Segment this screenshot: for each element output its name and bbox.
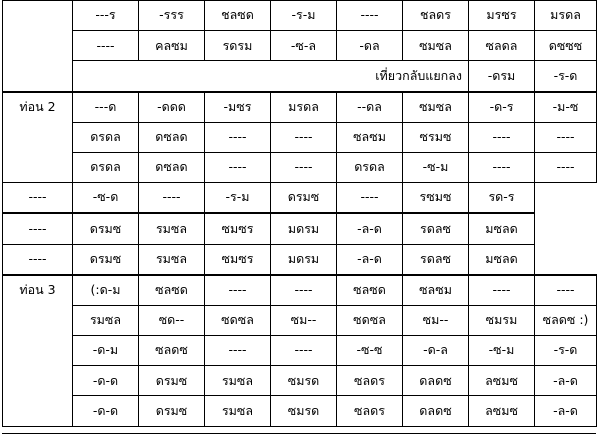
notation-cell: ---- bbox=[337, 1, 403, 31]
notation-cell: -ร-ด bbox=[535, 61, 597, 92]
notation-cell: คลซม bbox=[139, 31, 205, 61]
notation-cell: ซดซล bbox=[205, 305, 271, 335]
table-row bbox=[3, 152, 597, 182]
notation-cell: -ด-ร bbox=[469, 92, 535, 123]
notation-cell: ซมรม bbox=[469, 305, 535, 335]
notation-cell: ซมรด bbox=[271, 366, 337, 396]
table-row bbox=[3, 366, 597, 396]
table-row bbox=[3, 305, 597, 335]
notation-cell: ดรมซ bbox=[73, 244, 139, 275]
notation-cell: ---- bbox=[469, 152, 535, 182]
notation-cell: -ม-ซ bbox=[535, 92, 597, 123]
notation-cell: ---- bbox=[337, 183, 403, 214]
notation-cell: ซลดร bbox=[337, 366, 403, 396]
notation-cell: ---- bbox=[469, 122, 535, 152]
notation-cell: มรซร bbox=[469, 1, 535, 31]
notation-cell: --ดล bbox=[337, 92, 403, 123]
notation-cell: -ซ-ล bbox=[271, 31, 337, 61]
notation-cell: ซลดร bbox=[337, 396, 403, 426]
notation-cell: -ล-ด bbox=[337, 213, 403, 244]
notation-cell: ซดซล bbox=[337, 305, 403, 335]
notation-cell: -ดล bbox=[337, 31, 403, 61]
notation-cell: -ด-ม bbox=[73, 336, 139, 366]
notation-cell: ซมซร bbox=[205, 244, 271, 275]
notation-cell: ซลซด bbox=[337, 275, 403, 306]
notation-cell: ซลดล bbox=[469, 31, 535, 61]
notation-cell: มซลด bbox=[469, 213, 535, 244]
notation-cell: -ซ-ด bbox=[73, 183, 139, 214]
notation-cell: -ร-ม bbox=[271, 1, 337, 31]
notation-cell: ---- bbox=[535, 152, 597, 182]
notation-cell: -ร-ม bbox=[205, 183, 271, 214]
notation-cell: -ดดด bbox=[139, 92, 205, 123]
notation-cell: รดลซ bbox=[403, 213, 469, 244]
notation-cell: ---- bbox=[3, 244, 73, 275]
notation-cell: -มซร bbox=[205, 92, 271, 123]
section-label: ท่อน 2 bbox=[3, 92, 73, 183]
notation-cell: รดลซ bbox=[403, 244, 469, 275]
table-row bbox=[3, 213, 597, 244]
notation-cell: ---- bbox=[205, 336, 271, 366]
section-note: เที่ยวกลับแยกลง bbox=[73, 61, 469, 92]
notation-cell: รมซล bbox=[139, 213, 205, 244]
notation-cell: ลซมซ bbox=[469, 396, 535, 426]
table-row bbox=[3, 92, 597, 123]
notation-cell: ---- bbox=[73, 31, 139, 61]
notation-cell: ---- bbox=[271, 122, 337, 152]
notation-cell: รมซล bbox=[205, 366, 271, 396]
notation-cell: ซรมซ bbox=[403, 122, 469, 152]
bottom-rule bbox=[2, 433, 596, 434]
notation-cell: มรดล bbox=[271, 92, 337, 123]
notation-cell: ---- bbox=[469, 275, 535, 306]
notation-cell: ซม-- bbox=[403, 305, 469, 335]
notation-cell: ---- bbox=[205, 275, 271, 306]
notation-cell: ---- bbox=[271, 275, 337, 306]
notation-cell: มรดล bbox=[535, 1, 597, 31]
notation-cell: ซมซล bbox=[403, 31, 469, 61]
notation-cell: ชลซด bbox=[205, 1, 271, 31]
notation-cell: ---- bbox=[139, 183, 205, 214]
notation-cell: มซลด bbox=[469, 244, 535, 275]
notation-cell: ---- bbox=[3, 213, 73, 244]
notation-cell: ซมซล bbox=[403, 92, 469, 123]
notation-cell: รมซล bbox=[73, 305, 139, 335]
section-label: ท่อน 3 bbox=[3, 275, 73, 426]
notation-cell: ---- bbox=[271, 336, 337, 366]
table-row bbox=[3, 31, 597, 61]
table-row bbox=[3, 244, 597, 275]
notation-cell: รซมซ bbox=[403, 183, 469, 214]
table-row bbox=[3, 61, 597, 92]
table-row bbox=[3, 183, 597, 214]
notation-cell: -ล-ด bbox=[337, 244, 403, 275]
notation-cell: ซม-- bbox=[271, 305, 337, 335]
notation-table bbox=[2, 0, 597, 427]
notation-cell: รมซล bbox=[139, 244, 205, 275]
table-row bbox=[3, 1, 597, 31]
notation-cell: ดรมซ bbox=[271, 183, 337, 214]
notation-cell: ซมรด bbox=[271, 396, 337, 426]
notation-cell: ---- bbox=[271, 152, 337, 182]
section-label bbox=[3, 1, 73, 92]
notation-cell: ---- bbox=[205, 122, 271, 152]
notation-cell: ดซลด bbox=[139, 122, 205, 152]
notation-cell: ---- bbox=[205, 152, 271, 182]
notation-cell: ชลดร bbox=[403, 1, 469, 31]
notation-cell: ดซซซ bbox=[535, 31, 597, 61]
table-row bbox=[3, 336, 597, 366]
notation-cell: ดรดล bbox=[337, 152, 403, 182]
notation-cell: -ด-ล bbox=[403, 336, 469, 366]
notation-cell: มดรม bbox=[271, 244, 337, 275]
notation-cell: ดรมซ bbox=[139, 396, 205, 426]
notation-cell: -ด-ด bbox=[73, 396, 139, 426]
notation-cell: ลซมซ bbox=[469, 366, 535, 396]
notation-cell: ---- bbox=[535, 275, 597, 306]
notation-cell: ซลดซ :) bbox=[535, 305, 597, 335]
notation-cell: ซมซร bbox=[205, 213, 271, 244]
table-row bbox=[3, 275, 597, 306]
notation-cell: -ซ-ม bbox=[469, 336, 535, 366]
notation-cell: มดรม bbox=[271, 213, 337, 244]
table-row bbox=[3, 122, 597, 152]
notation-cell: ซด-- bbox=[139, 305, 205, 335]
notation-cell: ดลดซ bbox=[403, 396, 469, 426]
notation-cell: ดซลด bbox=[139, 152, 205, 182]
notation-cell: ---ด bbox=[73, 92, 139, 123]
notation-cell: รดรม bbox=[205, 31, 271, 61]
notation-cell: -รรร bbox=[139, 1, 205, 31]
notation-rows bbox=[3, 1, 597, 427]
notation-cell: -ล-ด bbox=[535, 396, 597, 426]
notation-cell: รมซล bbox=[205, 396, 271, 426]
table-row bbox=[3, 396, 597, 426]
notation-cell: ดลดซ bbox=[403, 366, 469, 396]
notation-cell: -ซ-ซ bbox=[337, 336, 403, 366]
notation-cell: รด-ร bbox=[469, 183, 535, 214]
notation-cell: ดรดล bbox=[73, 152, 139, 182]
notation-cell: (:ด-ม bbox=[73, 275, 139, 306]
notation-cell: -ด-ด bbox=[73, 366, 139, 396]
notation-cell: ---- bbox=[3, 183, 73, 214]
notation-cell: ซลซม bbox=[403, 275, 469, 306]
notation-cell: ซลซม bbox=[337, 122, 403, 152]
notation-cell: ดรดล bbox=[73, 122, 139, 152]
notation-cell: -ดรม bbox=[469, 61, 535, 92]
notation-cell: ดรมซ bbox=[73, 213, 139, 244]
notation-cell: ---- bbox=[535, 122, 597, 152]
notation-cell: -ล-ด bbox=[535, 366, 597, 396]
notation-cell: ซลซด bbox=[139, 275, 205, 306]
notation-cell: -ซ-ม bbox=[403, 152, 469, 182]
notation-cell: ซลดซ bbox=[139, 336, 205, 366]
notation-cell: -ร-ด bbox=[535, 336, 597, 366]
notation-cell: ---ร bbox=[73, 1, 139, 31]
notation-cell: ดรมซ bbox=[139, 366, 205, 396]
